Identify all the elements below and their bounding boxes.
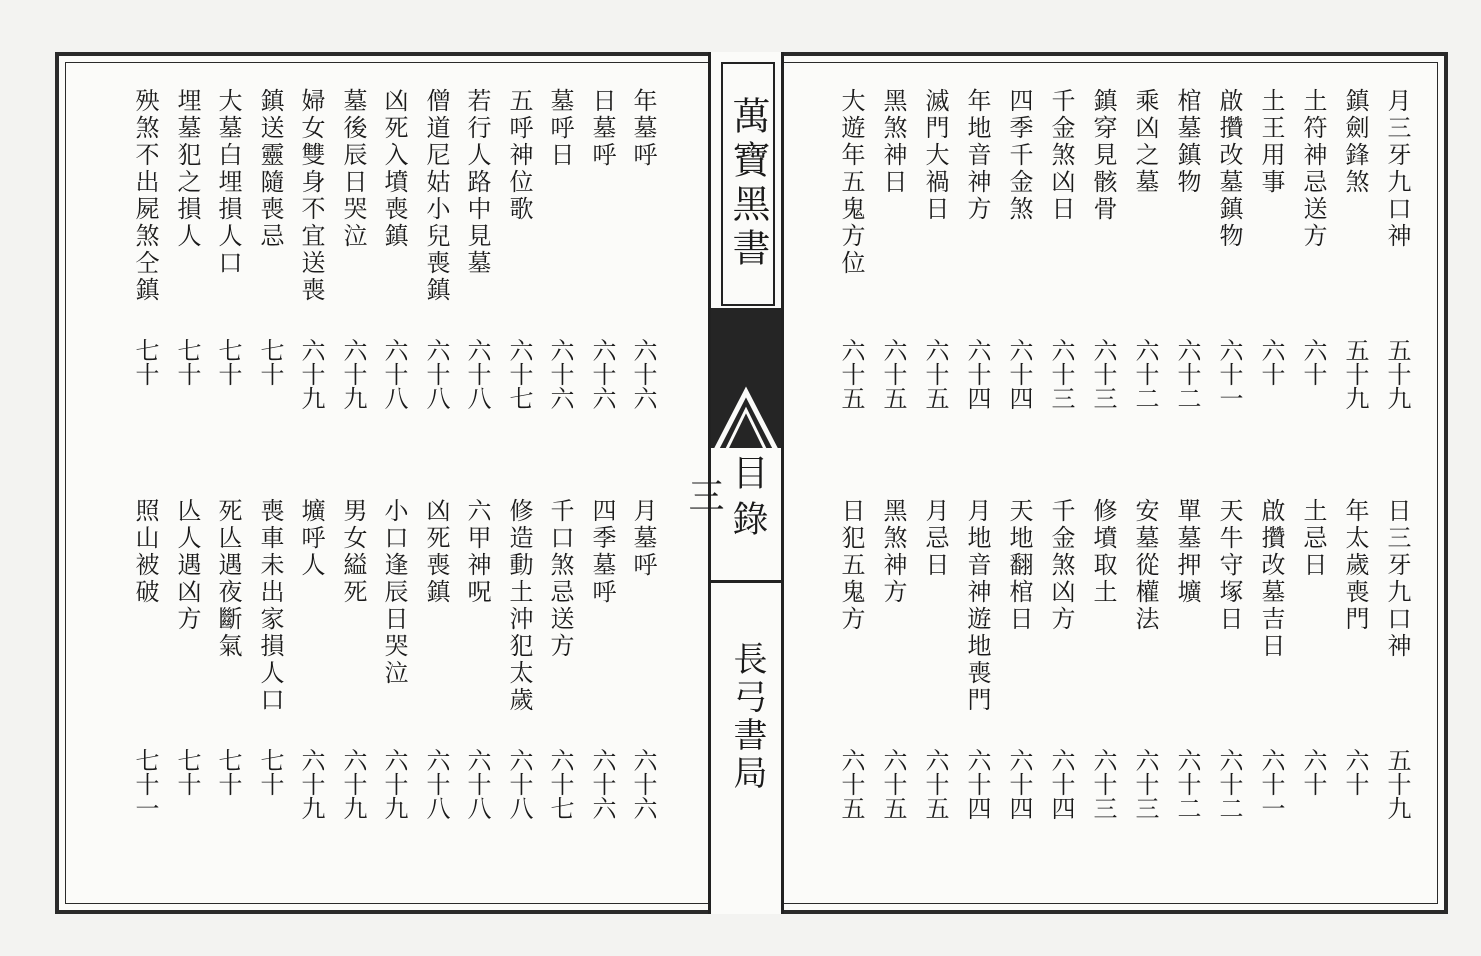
toc-page-number: 五十九 [1383, 748, 1411, 820]
toc-entry-title: 婦女雙身不宜送喪 [297, 88, 325, 304]
toc-page-number: 六十九 [339, 338, 367, 410]
toc-page-number: 六十三 [1131, 748, 1159, 820]
toc-entry-title: 啟攢改墓吉日 [1257, 498, 1285, 660]
toc-page-number: 七十 [256, 748, 284, 796]
toc-entry-title: 修造動土沖犯太歲 [505, 498, 533, 714]
toc-page-number: 六十六 [629, 748, 657, 820]
toc-entry-title: 鎮送靈隨喪忌 [256, 88, 284, 250]
toc-page-number: 六十 [1299, 338, 1327, 386]
toc-page-number: 六十三 [1089, 748, 1117, 820]
toc-page-number: 六十六 [546, 338, 574, 410]
toc-entry-title: 黑煞神日 [879, 88, 907, 196]
spine-divider [711, 580, 781, 583]
toc-entry-title: 土符神忌送方 [1299, 88, 1327, 250]
toc-entry-title: 壙呼人 [297, 498, 325, 579]
toc-page-number: 六十二 [1173, 338, 1201, 410]
toc-page-number: 六十四 [963, 748, 991, 820]
toc-page-number: 六十五 [879, 748, 907, 820]
toc-entry-title: 千口煞忌送方 [546, 498, 574, 660]
toc-entry-title: 年地音神方 [963, 88, 991, 223]
toc-page-number: 六十八 [380, 338, 408, 410]
toc-page-number: 六十五 [837, 748, 865, 820]
toc-entry-title: 墓呼日 [546, 88, 574, 169]
toc-entry-title: 年墓呼 [629, 88, 657, 169]
toc-page-number: 六十五 [879, 338, 907, 410]
publisher-name: 長弓書局 [727, 641, 767, 793]
toc-entry-title: 亾人遇凶方 [173, 498, 201, 633]
toc-entry-title: 五呼神位歌 [505, 88, 533, 223]
toc-entry-title: 修墳取土 [1089, 498, 1117, 606]
toc-entry-title: 凶死喪鎮 [422, 498, 450, 606]
toc-entry-title: 月三牙九口神 [1383, 88, 1411, 250]
toc-page-number: 六十一 [1215, 338, 1243, 410]
toc-entry-title: 年太歲喪門 [1341, 498, 1369, 633]
toc-entry-title: 小口逢辰日哭泣 [380, 498, 408, 687]
book-spine [683, 52, 784, 914]
toc-page-number: 六十九 [297, 338, 325, 410]
toc-page-number: 六十 [1299, 748, 1327, 796]
toc-page-number: 六十一 [1257, 748, 1285, 820]
toc-page-number: 七十 [214, 338, 242, 386]
toc-page-number: 六十六 [588, 748, 616, 820]
section-label: 目錄 三 [683, 454, 768, 546]
toc-entry-title: 天牛守塚日 [1215, 498, 1243, 633]
toc-entry-title: 殃煞不出屍煞仝鎮 [131, 88, 159, 304]
toc-page-number: 六十三 [1089, 338, 1117, 410]
toc-entry-title: 大遊年五鬼方位 [837, 88, 865, 277]
toc-entry-title: 六甲神呪 [463, 498, 491, 606]
toc-entry-title: 若行人路中見墓 [463, 88, 491, 277]
toc-page-number: 六十九 [380, 748, 408, 820]
toc-page-number: 六十六 [588, 338, 616, 410]
toc-page-number: 六十八 [463, 748, 491, 820]
toc-page-number: 七十 [214, 748, 242, 796]
toc-page-number: 六十七 [505, 338, 533, 410]
toc-entry-title: 鎮穿見骸骨 [1089, 88, 1117, 223]
toc-page-number: 六十四 [1005, 338, 1033, 410]
toc-entry-title: 安墓從權法 [1131, 498, 1159, 633]
toc-entry-title: 單墓押壙 [1173, 498, 1201, 606]
toc-entry-title: 月忌日 [921, 498, 949, 579]
toc-entry-title: 大墓白埋損人口 [214, 88, 242, 277]
toc-entry-title: 僧道尼姑小兒喪鎮 [422, 88, 450, 304]
toc-entry-title: 月地音神遊地喪門 [963, 498, 991, 714]
toc-entry-title: 男女縊死 [339, 498, 367, 606]
toc-page-number: 七十 [173, 748, 201, 796]
toc-entry-title: 月墓呼 [629, 498, 657, 579]
toc-page-number: 七十 [131, 338, 159, 386]
toc-entry-title: 乘凶之墓 [1131, 88, 1159, 196]
toc-page-number: 五十九 [1341, 338, 1369, 410]
toc-page-number: 六十四 [1005, 748, 1033, 820]
toc-page-number: 六十八 [505, 748, 533, 820]
toc-page-number: 六十九 [297, 748, 325, 820]
toc-entry-title: 四季墓呼 [588, 498, 616, 606]
toc-page-number: 六十 [1341, 748, 1369, 796]
toc-entry-title: 日犯五鬼方 [837, 498, 865, 633]
toc-entry-title: 死亾遇夜斷氣 [214, 498, 242, 660]
toc-entry-title: 日墓呼 [588, 88, 616, 169]
toc-page-number: 六十二 [1173, 748, 1201, 820]
toc-page-number: 七十 [256, 338, 284, 386]
toc-entry-title: 照山被破 [131, 498, 159, 606]
toc-page-number: 六十五 [921, 338, 949, 410]
toc-page-number: 五十九 [1383, 338, 1411, 410]
toc-page-number: 六十二 [1131, 338, 1159, 410]
toc-entry-title: 啟攢改墓鎮物 [1215, 88, 1243, 250]
toc-page-number: 六十五 [921, 748, 949, 820]
toc-page-number: 六十四 [963, 338, 991, 410]
toc-entry-title: 土忌日 [1299, 498, 1327, 579]
toc-page-number: 六十八 [422, 338, 450, 410]
toc-entry-title: 埋墓犯之損人 [173, 88, 201, 250]
toc-page-number: 六十五 [837, 338, 865, 410]
toc-page-number: 六十七 [546, 748, 574, 820]
toc-entry-title: 凶死入墳喪鎮 [380, 88, 408, 250]
toc-entry-title: 黑煞神方 [879, 498, 907, 606]
toc-entry-title: 四季千金煞 [1005, 88, 1033, 223]
toc-entry-title: 千金煞凶日 [1047, 88, 1075, 223]
toc-entry-title: 棺墓鎮物 [1173, 88, 1201, 196]
toc-entry-title: 喪車未出家損人口 [256, 498, 284, 714]
toc-entry-title: 墓後辰日哭泣 [339, 88, 367, 250]
toc-page-number: 六十八 [463, 338, 491, 410]
toc-page-number: 六十八 [422, 748, 450, 820]
toc-page-number: 六十四 [1047, 748, 1075, 820]
toc-page-number: 六十六 [629, 338, 657, 410]
toc-page-number: 六十 [1257, 338, 1285, 386]
toc-entry-title: 天地翻棺日 [1005, 498, 1033, 633]
toc-page-number: 七十一 [131, 748, 159, 820]
toc-entry-title: 土王用事 [1257, 88, 1285, 196]
toc-entry-title: 滅門大禍日 [921, 88, 949, 223]
toc-entry-title: 千金煞凶方 [1047, 498, 1075, 633]
toc-page-number: 六十九 [339, 748, 367, 820]
toc-page-number: 七十 [173, 338, 201, 386]
toc-entry-title: 日三牙九口神 [1383, 498, 1411, 660]
toc-page-number: 六十二 [1215, 748, 1243, 820]
book-title: 萬寶黑書 [721, 62, 775, 306]
toc-page-number: 六十三 [1047, 338, 1075, 410]
toc-entry-title: 鎮劍鋒煞 [1341, 88, 1369, 196]
